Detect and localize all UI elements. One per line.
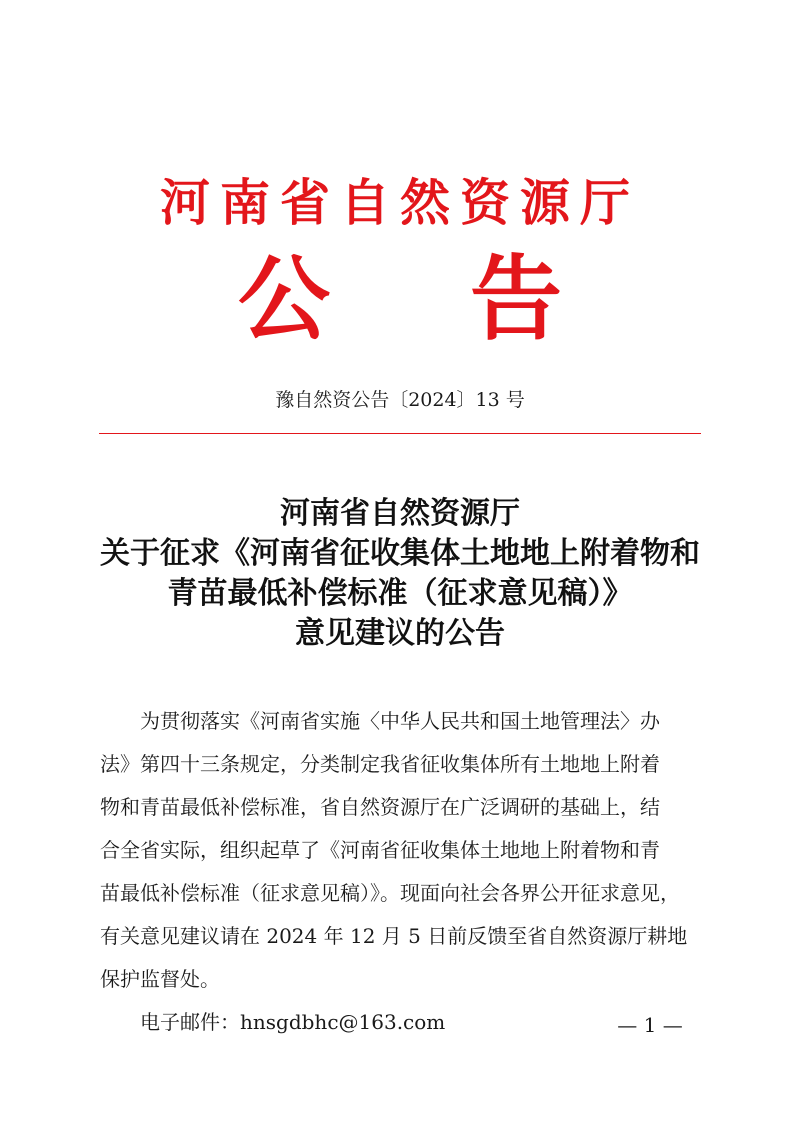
email-address: hnsgdbhc@163.com	[240, 1010, 446, 1034]
body-line: 物和青苗最低补偿标准，省自然资源厅在广泛调研的基础上，结	[100, 795, 660, 819]
title-line: 河南省自然资源厅	[280, 496, 520, 531]
document-type-char-right: 告	[470, 245, 563, 353]
red-divider-line	[99, 433, 701, 434]
title-line: 关于征求《河南省征收集体土地地上附着物和	[100, 536, 700, 571]
body-line: 苗最低补偿标准（征求意见稿）》。现面向社会各界公开征求意见，	[100, 881, 680, 905]
page-number: — 1 —	[617, 1013, 683, 1037]
document-title	[60, 494, 740, 654]
body-line: 保护监督处。	[100, 967, 220, 991]
body-line: 法》第四十三条规定，分类制定我省征收集体所有土地地上附着	[100, 752, 660, 776]
issuing-organization-header: 河南省自然资源厅	[160, 173, 640, 232]
title-line: 青苗最低补偿标准（征求意见稿）》	[167, 576, 633, 611]
document-body	[100, 700, 700, 1044]
body-line: 合全省实际，组织起草了《河南省征收集体土地地上附着物和青	[100, 838, 660, 862]
document-type-heading	[0, 244, 800, 354]
email-label: 电子邮件：	[140, 1010, 240, 1034]
title-line: 意见建议的公告	[295, 616, 505, 651]
document-number: 豫自然资公告〔2024〕13 号	[275, 389, 525, 411]
body-line: 为贯彻落实《河南省实施〈中华人民共和国土地管理法〉办	[140, 709, 660, 733]
document-type-char-left: 公	[237, 245, 330, 353]
body-line: 有关意见建议请在 2024 年 12 月 5 日前反馈至省自然资源厅耕地	[100, 924, 688, 948]
